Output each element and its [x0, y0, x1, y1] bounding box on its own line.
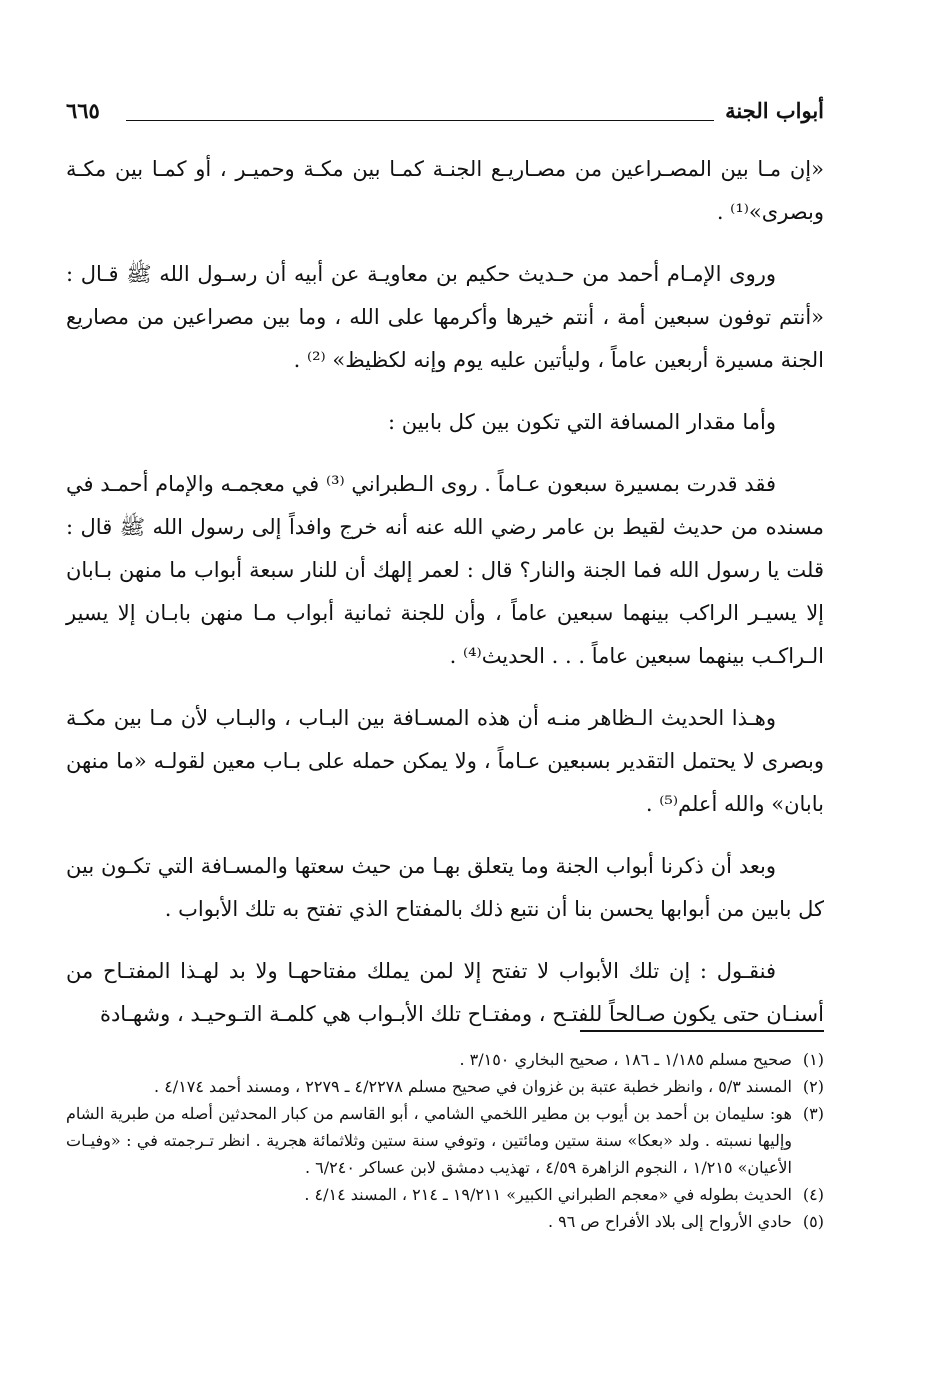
page-number: ٦٦٥	[66, 98, 100, 123]
paragraph-4: فقد قدرت بمسيرة سبعون عـاماً . روى الـطبراني ⁽³⁾ في معجمـه والإمام أحمـد في مسنده من حديث لقيط بن عامر رضي الله عنه أنه خرج وافداً إلى رسول الله ﷺ قال : قلت يا رسول الله فما الجنة والنار؟ قال : لعمر إلهك أن للنار سبعة أبواب ما منهن بـابان إلا يسيـر الراكب بينهما سبعين عاماً ، وأن للجنة ثمانية أبواب مـا منهن بابـان إلا يسير الـراكـب بينهما سبعين عاماً . . . الحديث⁽⁴⁾ .	[66, 472, 824, 668]
running-header	[66, 98, 824, 134]
header-rule	[126, 120, 714, 121]
paragraph-3: وأما مقدار المسافة التي تكون بين كل بابين :	[387, 410, 776, 434]
footnote-text: صحيح مسلم ١/١٨٥ ـ ١٨٦ ، صحيح البخاري ٣/١٥٠ .	[459, 1050, 792, 1069]
paragraph-5: وهـذا الحديث الـظاهر منـه أن هذه المسـافة بين البـاب ، والبـاب لأن مـا بين مكـة وبصرى لا يحتمل التقدير بسبعين عـاماً ، ولا يمكن حمله على بـاب معين لقولـه «ما منهن بابان» والله أعلم⁽⁵⁾ .	[66, 706, 824, 816]
footnote-3	[66, 1100, 824, 1181]
footnote-text: حادي الأرواح إلى بلاد الأفراح ص ٩٦ .	[547, 1212, 792, 1231]
chapter-title: أبواب الجنة	[725, 98, 824, 123]
footnote-number: (١)	[802, 1050, 824, 1069]
paragraph-2: وروى الإمـام أحمد من حـديث حكيم بن معاويـة عن أبيه أن رسـول الله ﷺ قـال : «أنتم توفون سبعين أمة ، أنتم خيرها وأكرمها على الله ، وما بين مصراعين من مصاريع الجنة مسيرة أربعين عاماً ، وليأتين عليه يوم وإنه لكظيظ» ⁽²⁾ .	[66, 262, 824, 372]
main-text	[66, 148, 824, 1055]
footnote-number: (٥)	[802, 1212, 824, 1231]
footnote-number: (٣)	[802, 1104, 824, 1123]
footnote-number: (٤)	[802, 1185, 824, 1204]
footnotes	[66, 1046, 824, 1235]
footnote-5	[66, 1208, 824, 1235]
paragraph-6: وبعد أن ذكرنا أبواب الجنة وما يتعلق بهـا من حيث سعتها والمسـافة التي تكـون بين كل بابين من أبوابها يحسن بنا أن نتبع ذلك بالمفتاح الذي تفتح به تلك الأبواب .	[66, 854, 824, 921]
paragraph-1: «إن مـا بين المصـراعين من مصـاريـع الجنـة كمـا بين مكـة وحميـر ، أو كمـا بين مكـة وبصرى»⁽¹⁾ .	[66, 157, 824, 224]
footnote-number: (٢)	[802, 1077, 824, 1096]
footnote-text: الحديث بطوله في «معجم الطبراني الكبير» ١٩/٢١١ ـ ٢١٤ ، المسند ٤/١٤ .	[304, 1185, 792, 1204]
footnote-text: هو: سليمان بن أحمد بن أيوب بن مطير اللخمي الشامي ، أبو القاسم من كبار المحدثين أصله من طبرية الشام وإليها نسبته . ولد «بعكا» سنة ستين ومائتين ، وتوفي سنة ستين وثلاثمائة هجرية . انظر تـرجمته في : «وفيـات الأعيان» ١/٢١٥ ، النجوم الزاهرة ٤/٥٩ ، تهذيب دمشق لابن عساكر ٦/٢٤٠ .	[66, 1104, 792, 1177]
paragraph-7: فنقـول : إن تلك الأبواب لا تفتح إلا لمن يملك مفتاحهـا ولا بد لهـذا المفتـاح من أسنـان حتى يكون صـالحاً للفتـح ، ومفتـاح تلك الأبـواب هي كلمـة التـوحيـد ، وشهـادة	[66, 959, 824, 1026]
footnote-text: المسند ٥/٣ ، وانظر خطبة عتبة بن غزوان في صحيح مسلم ٤/٢٢٧٨ ـ ٢٢٧٩ ، ومسند أحمد ٤/١٧٤ .	[154, 1077, 792, 1096]
footnote-separator	[580, 1030, 824, 1032]
footnote-2	[66, 1073, 824, 1100]
footnote-4	[66, 1181, 824, 1208]
footnote-1	[66, 1046, 824, 1073]
